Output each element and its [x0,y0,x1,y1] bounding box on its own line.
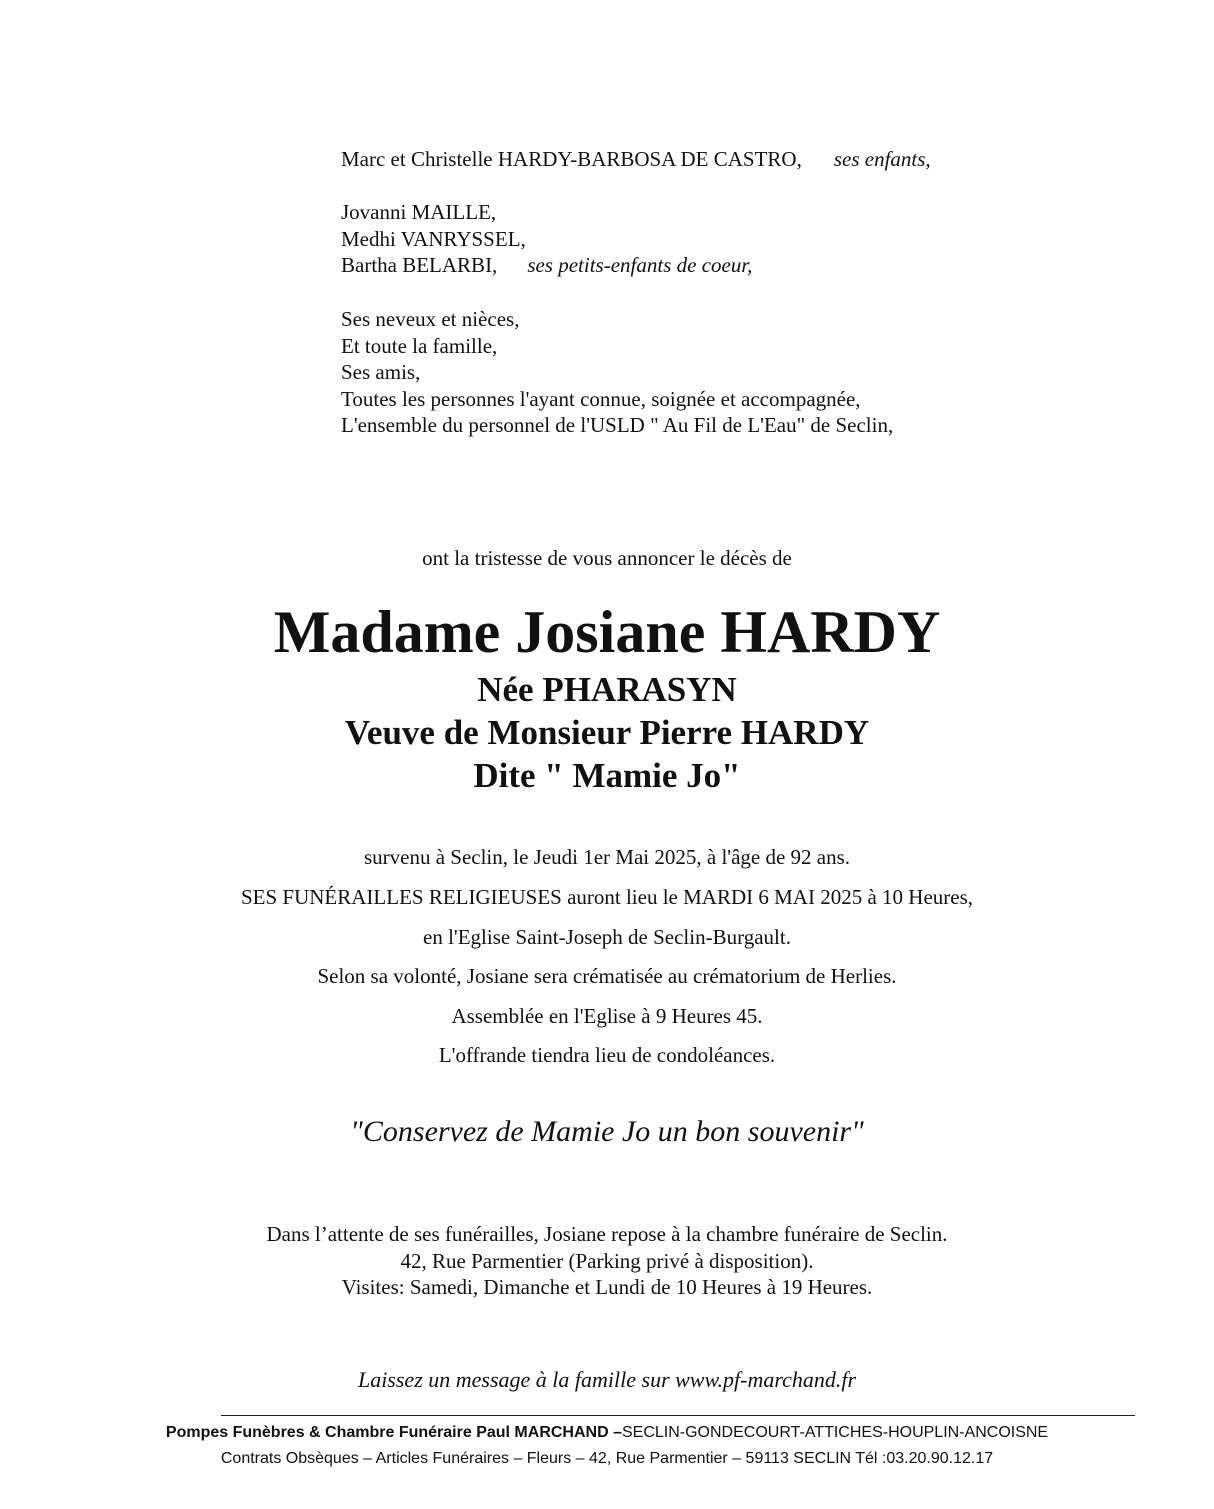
grandchild-name: Jovanni MAILLE, [341,200,497,224]
deceased-name: Madame Josiane HARDY [273,599,941,665]
announcement-intro: ont la tristesse de vous annoncer le décès de [422,546,792,570]
mourner-line: Toutes les personnes l'ayant connue, soignée et accompagnée, [341,386,861,411]
church-details: en l'Eglise Saint-Joseph de Seclin-Burgault. [423,925,791,949]
death-details: survenu à Seclin, le Jeudi 1er Mai 2025, à l'âge de 92 ans. [363,845,851,869]
visitation-block [0,1221,1214,1301]
company-name: Pompes Funèbres & Chambre Funéraire Paul MARCHAND – [165,1424,622,1441]
grandchild-name: Medhi VANRYSSEL, [341,226,526,251]
children-names: Marc et Christelle HARDY-BARBOSA DE CASTRO, [341,147,802,171]
cremation-details: Selon sa volonté, Josiane sera crématisée au crématorium de Herlies. [317,964,897,988]
grandchild-line [341,252,752,279]
visitation-line: Dans l’attente de ses funérailles, Josiane repose à la chambre funéraire de Seclin. [266,1222,948,1246]
children-role: ses enfants, [833,147,931,171]
visitation-line: Visites: Samedi, Dimanche et Lundi de 10 Heures à 19 Heures. [341,1275,873,1299]
grandchildren-role: ses petits-enfants de coeur, [527,253,753,277]
funeral-details: SES FUNÉRAILLES RELIGIEUSES auront lieu le MARDI 6 MAI 2025 à 10 Heures, [240,885,974,909]
visitation-line: 42, Rue Parmentier (Parking privé à disposition). [400,1248,814,1273]
memorial-quote: "Conservez de Mamie Jo un bon souvenir" [350,1115,864,1148]
widow-of: Veuve de Monsieur Pierre HARDY [344,713,870,752]
company-towns: SECLIN-GONDECOURT-ATTICHES-HOUPLIN-ANCOISNE [621,1424,1049,1441]
footer-services-line: Contrats Obsèques – Articles Funéraires – Fleurs – 42, Rue Parmentier – 59113 SECLIN Tél :03.20.90.12.17 [220,1450,994,1467]
mourner-line: L'ensemble du personnel de l'USLD " Au Fil de L'Eau" de Seclin, [341,413,894,437]
mourner-line: Ses amis, [341,360,421,384]
grandchild-name: Bartha BELARBI, [341,253,498,277]
nickname: Dite " Mamie Jo" [473,756,741,795]
footer-company-line [0,1424,1214,1442]
others-block [341,306,893,439]
offering-details: L'offrande tiendra lieu de condoléances. [438,1043,776,1067]
maiden-name: Née PHARASYN [477,670,737,709]
website-message: Laissez un message à la famille sur www.pf-marchand.fr [357,1367,857,1392]
children-line [341,146,931,173]
mourner-line: Et toute la famille, [341,333,498,358]
mourner-line: Ses neveux et nièces, [341,307,520,331]
assembly-details: Assemblée en l'Eglise à 9 Heures 45. [451,1004,763,1028]
grandchildren-block [341,199,752,279]
footer-divider [221,1415,1135,1416]
